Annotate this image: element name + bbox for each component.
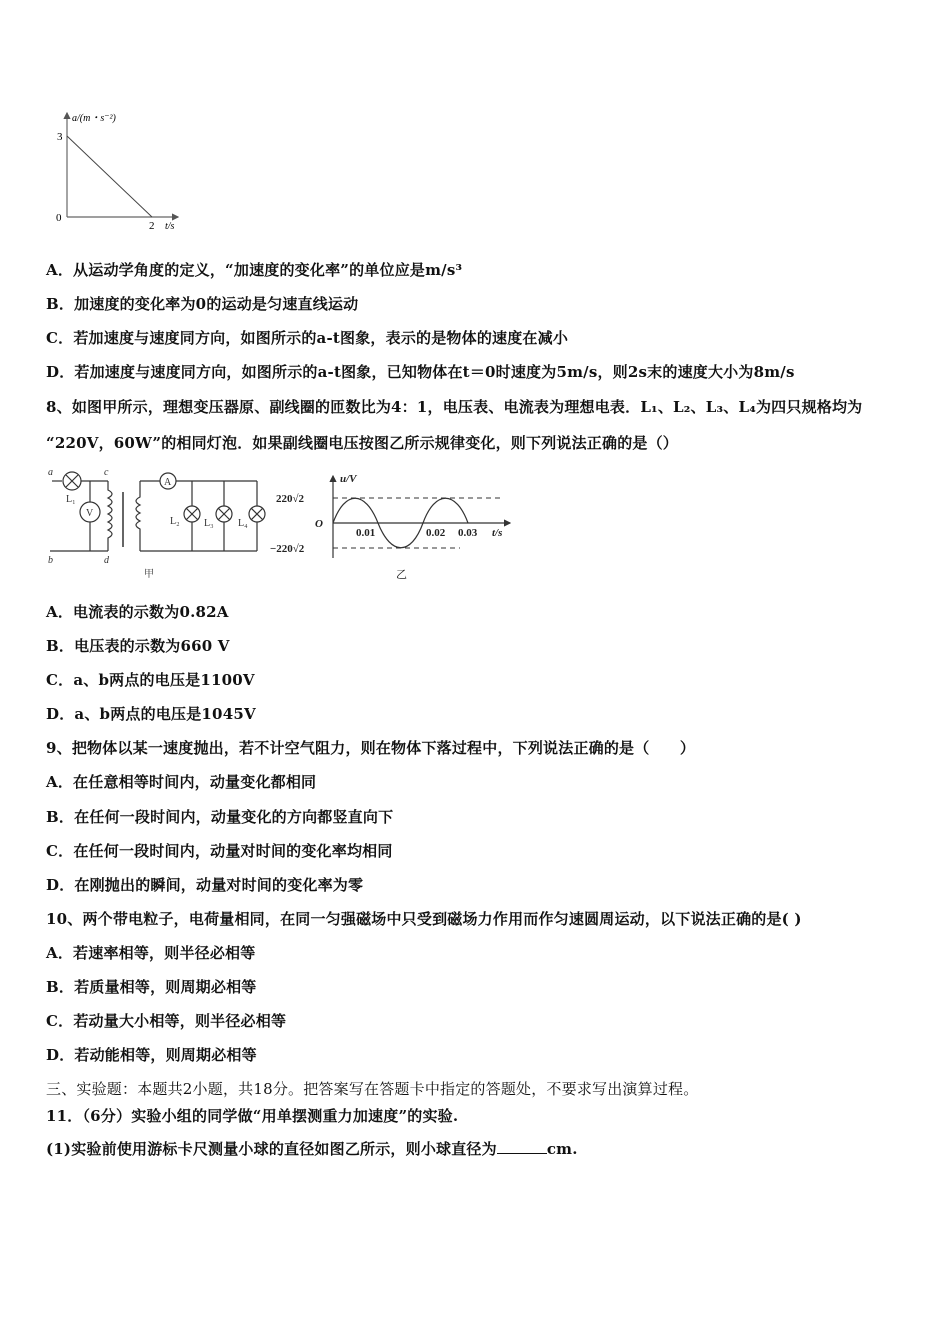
q10-option-c: C．若动量大小相等，则半径必相等 — [46, 1012, 287, 1030]
y-axis-label: a/(m・s⁻²) — [72, 113, 116, 124]
q11-part1-unit: cm. — [546, 1140, 578, 1158]
x-axis-label: t/s — [165, 221, 175, 232]
y-axis-label: u/V — [340, 473, 357, 485]
x-axis-label: t/s — [492, 527, 503, 539]
t-tick-0.02: 0.02 — [426, 527, 446, 539]
voltmeter-label: V — [86, 508, 94, 519]
q7-option-c: C．若加速度与速度同方向，如图所示的a-t图象，表示的是物体的速度在减小 — [46, 329, 569, 347]
q11-part1 — [46, 1139, 578, 1159]
q8-stem-line1: 8、如图甲所示，理想变压器原、副线圈的匝数比为4：1，电压表、电流表为理想电表．L₁、L₂、L₃、L₄为四只规格均为 — [46, 398, 863, 416]
q9-option-b: B．在任何一段时间内，动量变化的方向都竖直向下 — [46, 808, 394, 826]
lamp-l4-label: L₄ — [238, 518, 248, 529]
q10-option-b: B．若质量相等，则周期必相等 — [46, 978, 257, 996]
q7-option-a: A．从运动学角度的定义，“加速度的变化率”的单位应是m/s³ — [46, 261, 463, 279]
terminal-d: d — [104, 555, 109, 566]
q9-option-d: D．在刚抛出的瞬间，动量对时间的变化率为零 — [46, 876, 364, 894]
q9-stem: 9、把物体以某一速度抛出，若不计空气阻力，则在物体下落过程中，下列说法正确的是（ ） — [46, 739, 696, 757]
q10-option-d: D．若动能相等，则周期必相等 — [46, 1046, 257, 1064]
lamp-l1-label: L₁ — [66, 494, 76, 505]
terminal-b: b — [48, 555, 53, 566]
x-tick-2: 2 — [149, 220, 155, 232]
lamp-l2-label: L₂ — [170, 516, 180, 527]
q8-option-b: B．电压表的示数为660 V — [46, 637, 230, 655]
figure-caption-jia: 甲 — [144, 569, 154, 580]
q8-option-c: C．a、b两点的电压是1100V — [46, 671, 255, 689]
lamp-l3-label: L₃ — [204, 518, 214, 529]
q9-option-c: C．在任何一段时间内，动量对时间的变化率均相同 — [46, 842, 393, 860]
q10-option-a: A．若速率相等，则半径必相等 — [46, 944, 256, 962]
figure-caption-yi: 乙 — [396, 569, 407, 581]
trough-label: −220√2 — [270, 543, 305, 555]
q9-option-a: A．在任意相等时间内，动量变化都相同 — [46, 773, 317, 791]
origin-label: 0 — [56, 212, 62, 224]
q11-part1-text: (1)实验前使用游标卡尺测量小球的直径如图乙所示，则小球直径为 — [46, 1140, 497, 1158]
y-tick-3: 3 — [57, 131, 63, 143]
q7-option-b: B．加速度的变化率为0的运动是匀速直线运动 — [46, 295, 359, 313]
q8-option-a: A．电流表的示数为0.82A — [46, 603, 229, 621]
q7-option-d: D．若加速度与速度同方向，如图所示的a-t图象，已知物体在t＝0时速度为5m/s，则2s末的速度大小为8m/s — [46, 363, 795, 381]
voltage-waveform-graph — [270, 470, 520, 585]
section-3-heading: 三、实验题：本题共2小题，共18分。把答案写在答题卡中指定的答题处，不要求写出演算过程。 — [46, 1080, 699, 1098]
q11-stem: 11．（6分）实验小组的同学做“用单摆测重力加速度”的实验. — [46, 1107, 459, 1125]
terminal-c: c — [104, 467, 109, 478]
q10-stem: 10、两个带电粒子，电荷量相同，在同一匀强磁场中只受到磁场力作用而作匀速圆周运动，以下说法正确的是( ) — [46, 910, 802, 928]
q8-option-d: D．a、b两点的电压是1045V — [46, 705, 256, 723]
terminal-a: a — [48, 467, 53, 478]
q8-stem-line2: “220V，60W”的相同灯泡．如果副线圈电压按图乙所示规律变化，则下列说法正确的是（） — [46, 434, 679, 452]
peak-label: 220√2 — [276, 493, 305, 505]
t-tick-0.03: 0.03 — [458, 527, 478, 539]
t-tick-0.01: 0.01 — [356, 527, 376, 539]
ammeter-label: A — [164, 477, 172, 488]
a-t-line — [67, 136, 152, 217]
origin-label: O — [315, 518, 323, 530]
transformer-circuit-diagram — [40, 462, 280, 584]
answer-blank[interactable] — [497, 1139, 547, 1154]
a-t-graph — [40, 105, 200, 235]
